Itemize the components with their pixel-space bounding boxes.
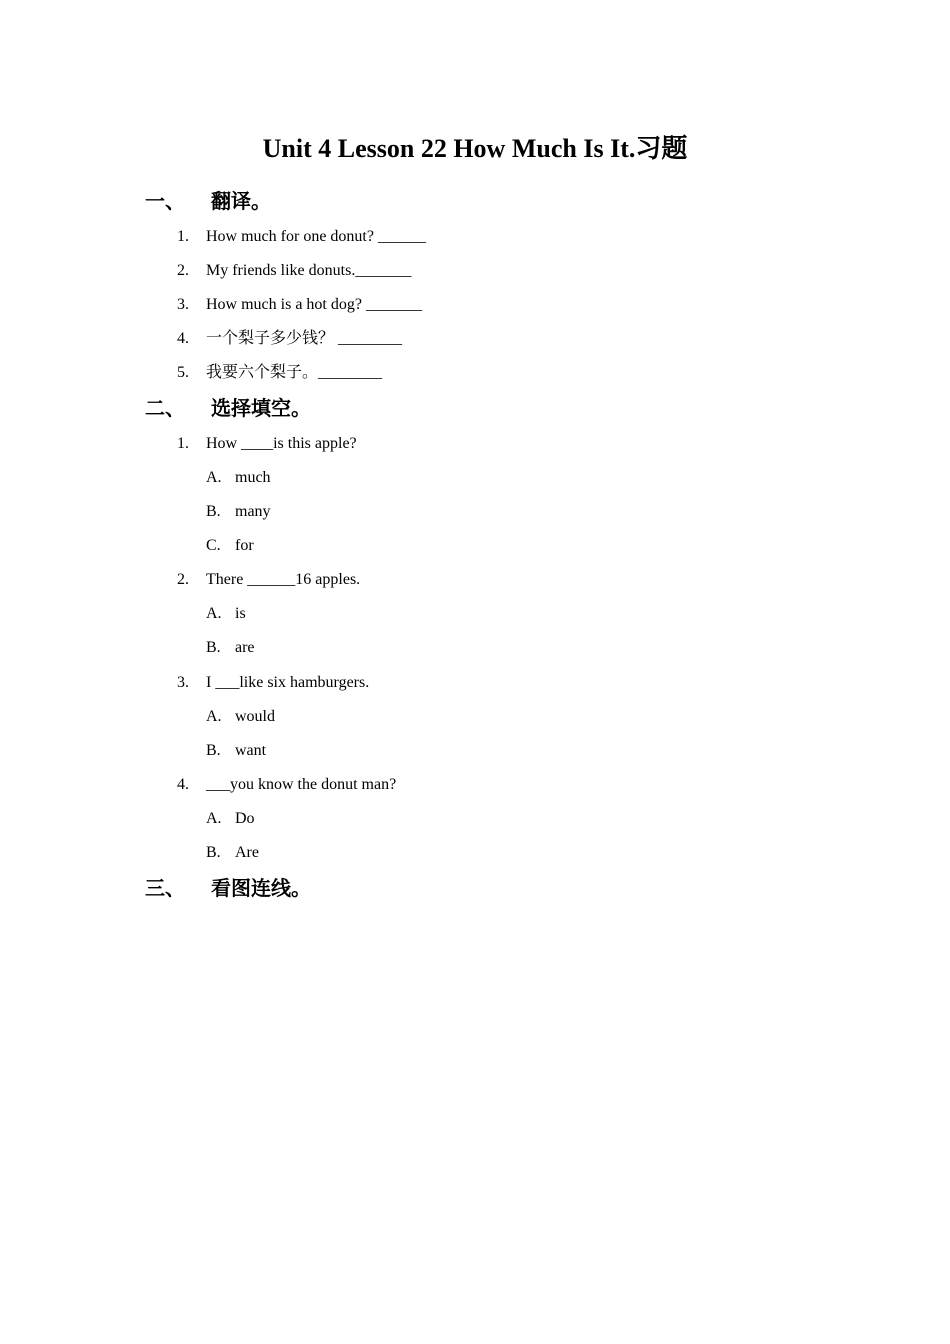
choice-option xyxy=(206,501,706,523)
choice-option xyxy=(206,706,706,728)
choice-option xyxy=(206,637,706,659)
option-letter: B. xyxy=(206,503,221,520)
section-number: 三、 xyxy=(145,876,185,900)
choice-option xyxy=(206,535,706,557)
item-text: 一个梨子多少钱？ ________ xyxy=(206,330,403,347)
option-text: Are xyxy=(235,844,259,861)
choice-question xyxy=(177,569,777,591)
item-text: There ______16 apples. xyxy=(206,571,361,588)
option-text: much xyxy=(235,469,271,486)
section-heading-matching xyxy=(145,874,311,902)
option-letter: A. xyxy=(206,708,222,725)
item-text: How ____is this apple? xyxy=(206,435,357,452)
option-text: want xyxy=(235,742,267,759)
choice-question xyxy=(177,774,777,796)
item-text: How much is a hot dog? _______ xyxy=(206,296,422,313)
section-title: 选择填空。 xyxy=(211,396,311,420)
section-number: 二、 xyxy=(145,396,185,420)
option-text: Do xyxy=(235,810,255,827)
item-number: 4. xyxy=(177,776,189,793)
item-number: 4. xyxy=(177,330,189,347)
item-number: 2. xyxy=(177,262,189,279)
option-text: would xyxy=(235,708,275,725)
choice-option xyxy=(206,808,706,830)
item-text: I ___like six hamburgers. xyxy=(206,674,370,691)
option-letter: A. xyxy=(206,469,222,486)
item-number: 3. xyxy=(177,296,189,313)
item-text: 我要六个梨子。________ xyxy=(206,364,383,381)
choice-question xyxy=(177,672,777,694)
item-number: 2. xyxy=(177,571,189,588)
option-text: are xyxy=(235,639,255,656)
option-letter: B. xyxy=(206,639,221,656)
option-text: is xyxy=(235,605,246,622)
option-letter: C. xyxy=(206,537,221,554)
section-heading-translation xyxy=(145,187,271,215)
option-letter: A. xyxy=(206,605,222,622)
section-heading-choice xyxy=(145,394,311,422)
item-text: My friends like donuts._______ xyxy=(206,262,412,279)
item-text: How much for one donut? ______ xyxy=(206,228,426,245)
item-text: ___you know the donut man? xyxy=(206,776,397,793)
option-letter: A. xyxy=(206,810,222,827)
item-number: 5. xyxy=(177,364,189,381)
section-title: 看图连线。 xyxy=(211,876,311,900)
option-letter: B. xyxy=(206,844,221,861)
choice-option xyxy=(206,842,706,864)
section-number: 一、 xyxy=(145,189,185,213)
translation-item xyxy=(177,260,777,282)
choice-question xyxy=(177,433,777,455)
translation-item xyxy=(177,294,777,316)
page-title: Unit 4 Lesson 22 How Much Is It.习题 xyxy=(262,134,688,163)
translation-item xyxy=(177,362,777,384)
translation-item xyxy=(177,328,777,350)
option-text: many xyxy=(235,503,271,520)
choice-option xyxy=(206,740,706,762)
item-number: 1. xyxy=(177,228,189,245)
choice-option xyxy=(206,603,706,625)
translation-item xyxy=(177,226,777,248)
choice-option xyxy=(206,467,706,489)
item-number: 3. xyxy=(177,674,189,691)
section-title: 翻译。 xyxy=(211,189,271,213)
option-text: for xyxy=(235,537,254,554)
item-number: 1. xyxy=(177,435,189,452)
option-letter: B. xyxy=(206,742,221,759)
